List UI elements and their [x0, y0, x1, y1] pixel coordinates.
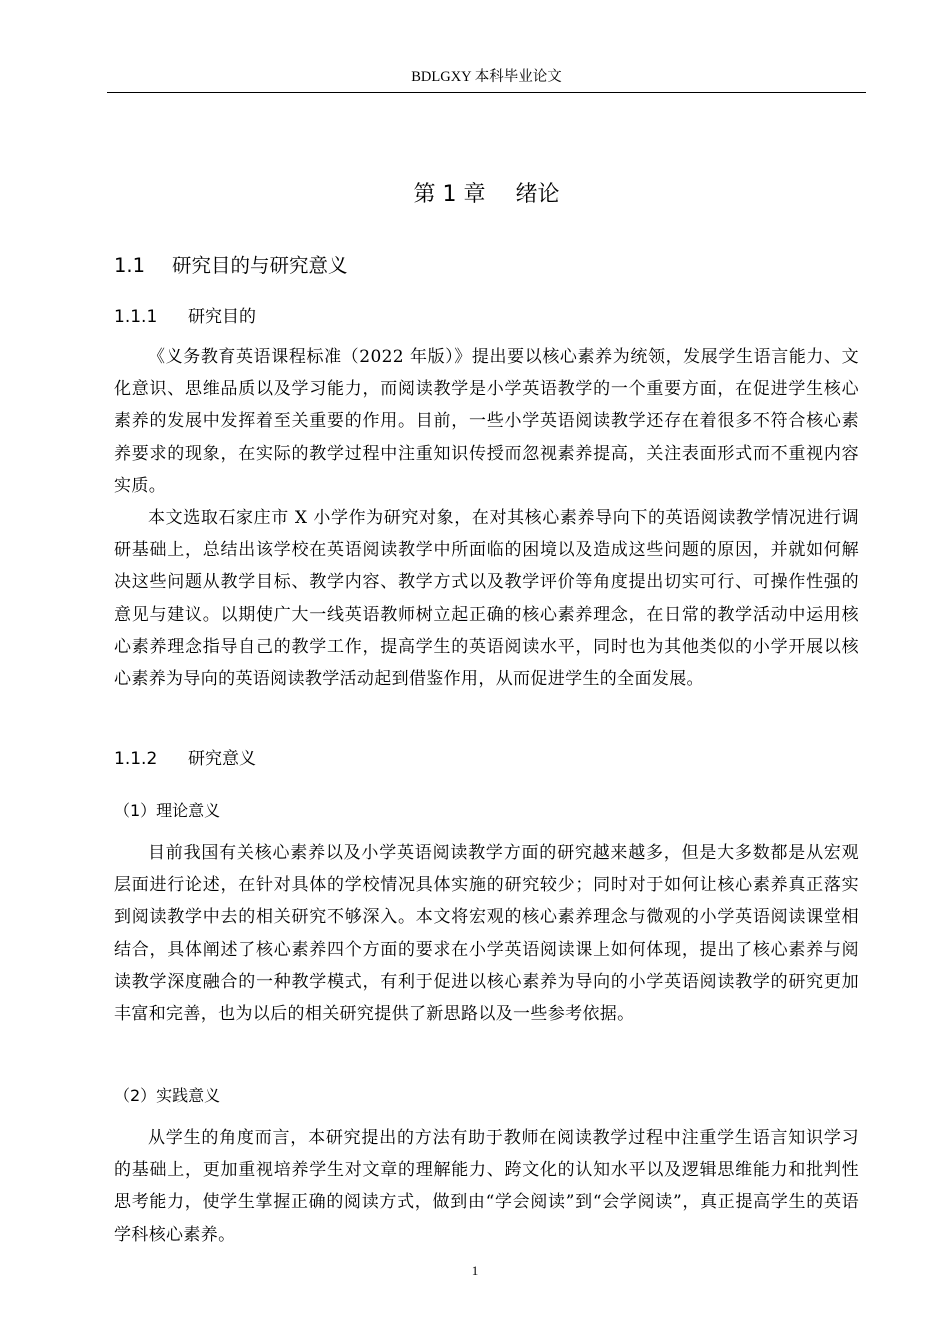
page-number: 1	[471, 1263, 479, 1278]
section-number: 1.1.2	[114, 749, 158, 769]
subsection-heading-theory: （1）理论意义	[114, 801, 221, 820]
chapter-title	[114, 180, 859, 210]
paragraph-theoretical-significance: 目前我国有关核心素养以及小学英语阅读教学方面的研究越来越多，但是大多数都是从宏观层面进行论述，在针对具体的学校情况具体实施的研究较少；同时对于如何让核心素养真正落实到阅读教学中去的相关研究不够深入。本文将宏观的核心素养理念与微观的小学英语阅读课堂相结合，具体阐述了核心素养四个方面的要求在小学英语阅读课上如何体现，提出了核心素养与阅读教学深度融合的一种教学模式，有利于促进以核心素养为导向的小学英语阅读教学的研究更加丰富和完善，也为以后的相关研究提供了新思路以及一些参考依据。	[114, 843, 859, 1025]
chapter-name: 绪论	[515, 182, 560, 207]
section-title: 研究意义	[188, 749, 256, 769]
section-number: 1.1.1	[114, 307, 158, 327]
section-number: 1.1	[114, 254, 146, 277]
section-heading-1-1-1	[114, 304, 256, 330]
section-heading-1-1-2	[114, 746, 256, 772]
paragraph-practical-significance: 从学生的角度而言，本研究提出的方法有助于教师在阅读教学过程中注重学生语言知识学习的基础上，更加重视培养学生对文章的理解能力、跨文化的认知水平以及逻辑思维能力和批判性思考能力，使学生掌握正确的阅读方式，做到由“学会阅读”到“会学阅读”，真正提高学生的英语学科核心素养。	[114, 1128, 859, 1245]
running-header-title: BDLGXY 本科毕业论文	[411, 69, 562, 85]
section-title: 研究目的与研究意义	[172, 254, 348, 277]
subsection-heading-practice: （2）实践意义	[114, 1086, 221, 1105]
section-heading-1-1	[114, 252, 348, 280]
chapter-number: 第 1 章	[413, 182, 486, 207]
paragraph-research-purpose-1: 《义务教育英语课程标准（2022 年版）》提出要以核心素养为统领，发展学生语言能力、文化意识、思维品质以及学习能力，而阅读教学是小学英语教学的一个重要方面，在促进学生核心素养的发展中发挥着至关重要的作用。目前，一些小学英语阅读教学还存在着很多不符合核心素养要求的现象，在实际的教学过程中注重知识传授而忽视素养提高，关注表面形式而不重视内容实质。	[114, 347, 859, 496]
section-title: 研究目的	[188, 307, 256, 327]
running-header	[107, 66, 866, 93]
paragraph-research-purpose-2: 本文选取石家庄市 X 小学作为研究对象，在对其核心素养导向下的英语阅读教学情况进行调研基础上，总结出该学校在英语阅读教学中所面临的困境以及造成这些问题的原因，并就如何解决这些问题从教学目标、教学内容、教学方式以及教学评价等角度提出切实可行、可操作性强的意见与建议。以期使广大一线英语教师树立起正确的核心素养理念，在日常的教学活动中运用核心素养理念指导自己的教学工作，提高学生的英语阅读水平，同时也为其他类似的小学开展以核心素养为导向的英语阅读教学活动起到借鉴作用，从而促进学生的全面发展。	[114, 508, 859, 690]
